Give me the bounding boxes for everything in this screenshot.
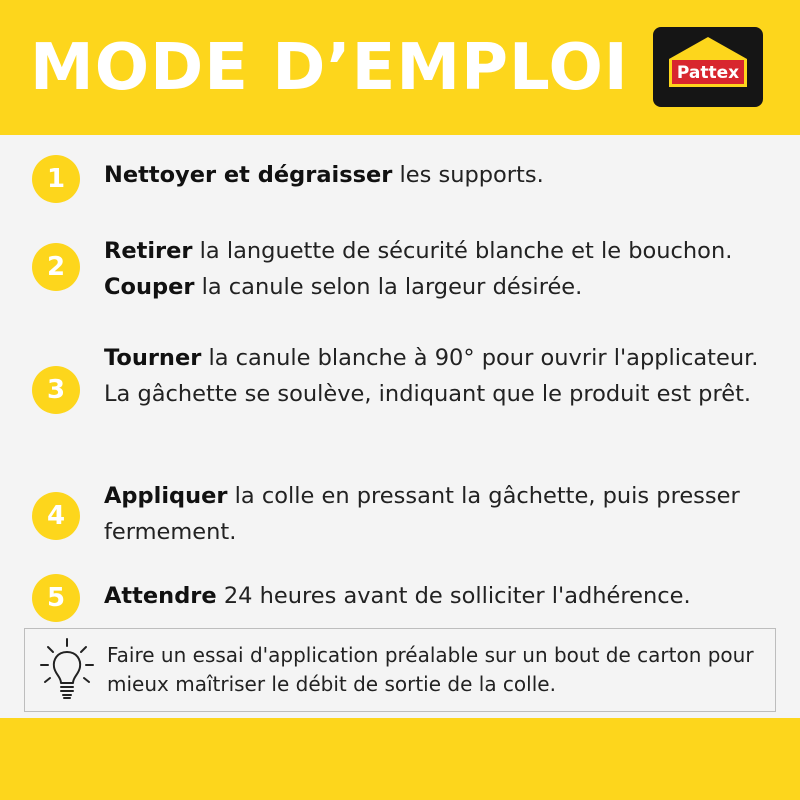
step-number-badge: 5: [32, 574, 80, 622]
step-text: [104, 478, 784, 550]
step-action: Appliquer: [104, 483, 228, 509]
step-detail: 24 heures avant de solliciter l'adhérence.: [216, 583, 691, 609]
step-action: Nettoyer et dégraisser: [104, 162, 393, 188]
step-detail: la canule selon la largeur désirée.: [194, 274, 583, 300]
header-band: [0, 0, 800, 135]
footer-band: [0, 718, 800, 800]
lightbulb-icon: [33, 637, 101, 707]
step-number-badge: 3: [32, 366, 80, 414]
step-detail: les supports.: [392, 162, 544, 188]
step-text: [104, 578, 784, 614]
tip-box: [24, 628, 776, 712]
step-text: [104, 340, 784, 412]
step-detail: la languette de sécurité blanche et le bouchon.: [192, 238, 733, 264]
step-number-badge: 4: [32, 492, 80, 540]
pattex-logo-graphic: [653, 27, 763, 107]
step-detail: la colle en pressant la gâchette, puis presser fermement.: [104, 483, 740, 545]
step-text: [104, 157, 784, 193]
step-action: Tourner: [104, 345, 202, 371]
step-detail: la canule blanche à 90° pour ouvrir l'applicateur. La gâchette se soulève, indiquant que le produit est prêt.: [104, 345, 759, 407]
step-number-badge: 1: [32, 155, 80, 203]
step-text: [104, 233, 784, 305]
step-action: Retirer: [104, 238, 193, 264]
page-title: MODE D’EMPLOI: [30, 31, 629, 105]
step-action: Couper: [104, 274, 195, 300]
tip-text: Faire un essai d'application préalable sur un bout de carton pour mieux maîtriser le débit de sortie de la colle.: [107, 643, 754, 696]
pattex-logo-text: Pattex: [676, 63, 740, 83]
pattex-logo: [653, 27, 763, 107]
step-number-badge: 2: [32, 243, 80, 291]
step-action: Attendre: [104, 583, 217, 609]
